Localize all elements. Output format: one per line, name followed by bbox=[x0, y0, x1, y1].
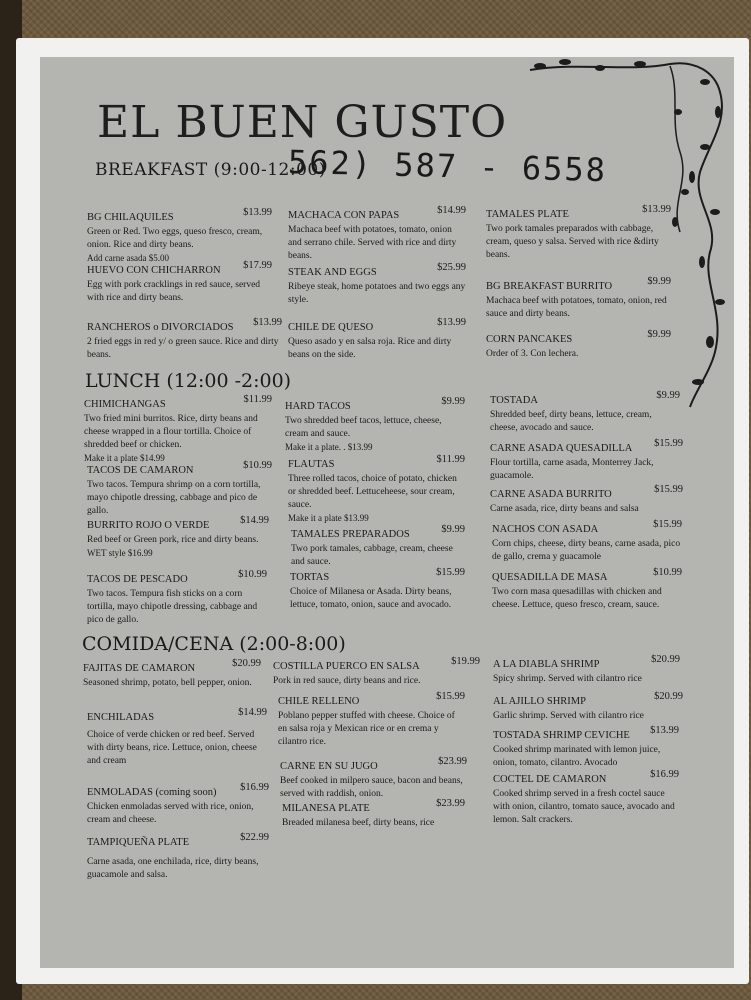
item-name: COCTEL DE CAMARON bbox=[493, 774, 607, 785]
item-price: $15.99 bbox=[654, 484, 683, 495]
item-name: TORTAS bbox=[290, 572, 330, 583]
menu-item bbox=[87, 317, 282, 362]
menu-page bbox=[40, 57, 734, 968]
item-price: $9.99 bbox=[656, 390, 680, 401]
item-desc: Egg with pork cracklings in red sauce, served with rice and dirty beans. bbox=[87, 280, 261, 303]
menu-item bbox=[490, 484, 683, 516]
item-name: COSTILLA PUERCO EN SALSA bbox=[273, 661, 420, 672]
item-name: BURRITO ROJO O VERDE bbox=[87, 520, 210, 531]
item-desc: Order of 3. Con lechera. bbox=[486, 349, 579, 359]
item-name: ENCHILADAS bbox=[87, 712, 155, 723]
menu-item bbox=[492, 519, 682, 564]
item-price: $10.99 bbox=[243, 460, 272, 471]
menu-item bbox=[490, 438, 683, 483]
item-desc: Two pork tamales, cabbage, cream, cheese and sauce. bbox=[291, 544, 453, 567]
item-extra: Make it a plate $14.99 bbox=[84, 453, 165, 463]
item-price: $14.99 bbox=[238, 707, 267, 718]
menu-item bbox=[87, 569, 267, 627]
item-price: $20.99 bbox=[232, 658, 261, 669]
item-name: FAJITAS DE CAMARON bbox=[83, 663, 196, 674]
item-desc: Poblano pepper stuffed with cheese. Choice of en salsa roja y Mexican rice or en crema y cilantro rice. bbox=[278, 711, 455, 747]
item-name: MACHACA CON PAPAS bbox=[288, 210, 400, 221]
item-name: CARNE EN SU JUGO bbox=[280, 761, 378, 772]
menu-item bbox=[282, 798, 465, 830]
item-price: $19.99 bbox=[451, 656, 480, 667]
menu-item bbox=[493, 654, 680, 686]
item-desc: Two shredded beef tacos, lettuce, cheese, cream and sauce. bbox=[285, 416, 442, 439]
menu-item bbox=[87, 707, 267, 768]
item-price: $16.99 bbox=[240, 782, 269, 793]
menu-item bbox=[290, 567, 465, 612]
item-price: $13.99 bbox=[437, 317, 466, 328]
menu-item bbox=[493, 725, 679, 770]
item-name: TAMALES PREPARADOS bbox=[291, 529, 410, 540]
menu-item bbox=[87, 460, 272, 518]
item-name: QUESADILLA DE MASA bbox=[492, 572, 608, 583]
item-price: $11.99 bbox=[243, 394, 272, 405]
item-desc: Chicken enmoladas served with rice, onion, cream and cheese. bbox=[87, 802, 254, 825]
dinner-header: COMIDA/CENA (2:00-8:00) bbox=[82, 633, 346, 655]
item-desc: Three rolled tacos, choice of potato, chicken or shredded beef. Lettuceheese, sour cream, sauce. bbox=[288, 474, 457, 510]
item-price: $22.99 bbox=[240, 832, 269, 843]
item-name: NACHOS CON ASADA bbox=[492, 524, 599, 535]
item-desc: Two corn masa quesadillas with chicken and cheese. Lettuce, queso fresco, cream, sauce. bbox=[492, 587, 662, 610]
item-price: $15.99 bbox=[436, 691, 465, 702]
menu-item bbox=[288, 454, 465, 525]
item-name: AL AJILLO SHRIMP bbox=[493, 696, 586, 707]
item-desc: Red beef or Green pork, rice and dirty beans. bbox=[87, 535, 259, 545]
item-desc: Carne asada, one enchilada, rice, dirty beans, guacamole and salsa. bbox=[87, 857, 259, 880]
item-name: TOSTADA SHRIMP CEVICHE bbox=[493, 730, 630, 741]
item-price: $17.99 bbox=[243, 260, 272, 271]
item-desc: Cooked shrimp served in a fresh coctel sauce with onion, cilantro, tomato sauce, avocado and lemon. Salt crackers. bbox=[493, 789, 675, 825]
item-name: TACOS DE CAMARON bbox=[87, 465, 194, 476]
menu-item bbox=[291, 524, 465, 569]
menu-item bbox=[492, 567, 682, 612]
item-price: $20.99 bbox=[651, 654, 680, 665]
restaurant-name: EL BUEN GUSTO bbox=[97, 97, 508, 148]
item-desc: Carne asada, rice, dirty beans and salsa bbox=[490, 504, 639, 514]
item-price: $13.99 bbox=[253, 317, 282, 328]
item-desc: Two tacos. Tempura fish sticks on a corn tortilla, mayo chipotle dressing, cabbage and pico de gallo. bbox=[87, 589, 258, 625]
menu-item bbox=[288, 317, 466, 362]
menu-item bbox=[486, 204, 671, 262]
item-price: $9.99 bbox=[441, 524, 465, 535]
menu-item bbox=[273, 656, 480, 688]
item-price: $25.99 bbox=[437, 262, 466, 273]
item-extra: Make it a plate $13.99 bbox=[288, 513, 369, 523]
item-desc: Cooked shrimp marinated with lemon juice, onion, tomato, cilantro. Avocado bbox=[493, 745, 661, 768]
item-desc: Two tacos. Tempura shrimp on a corn tortilla, mayo chipotle dressing, cabbage and pico de gallo. bbox=[87, 480, 261, 516]
item-price: $15.99 bbox=[654, 438, 683, 449]
item-desc: Pork in red sauce, dirty beans and rice. bbox=[273, 676, 421, 686]
item-desc: Seasoned shrimp, potato, bell pepper, onion. bbox=[83, 678, 252, 688]
menu-item bbox=[278, 691, 465, 749]
item-desc: Two pork tamales preparados with cabbage, cream, queso y salsa. Served with rice &dirty beans. bbox=[486, 224, 659, 260]
menu-item bbox=[83, 658, 261, 690]
item-name: TAMPIQUEÑA PLATE bbox=[87, 837, 190, 848]
item-price: $23.99 bbox=[438, 756, 467, 767]
item-price: $9.99 bbox=[647, 276, 671, 287]
menu-item bbox=[280, 756, 467, 801]
item-extra: WET style $16.99 bbox=[87, 548, 153, 558]
lunch-header: LUNCH (12:00 -2:00) bbox=[85, 370, 292, 392]
item-extra: Add carne asada $5.00 bbox=[87, 253, 169, 263]
item-price: $10.99 bbox=[653, 567, 682, 578]
item-price: $9.99 bbox=[647, 329, 671, 340]
menu-item bbox=[288, 205, 466, 263]
item-desc: Garlic shrimp. Served with cilantro rice bbox=[493, 711, 644, 721]
item-desc: Machaca beef with potatoes, tomato, onion, red sauce and dirty beans. bbox=[486, 296, 667, 319]
item-desc: Machaca beef with potatoes, tomato, onion and serrano chile. Served with rice and dirty beans. bbox=[288, 225, 457, 261]
item-name: CHILE RELLENO bbox=[278, 696, 360, 707]
item-desc: Spicy shrimp. Served with cilantro rice bbox=[493, 674, 642, 684]
item-desc: Flour tortilla, carne asada, Monterrey Jack, guacamole. bbox=[490, 458, 654, 481]
item-name: TACOS DE PESCADO bbox=[87, 574, 188, 585]
handwritten-phone: 562) 587 - 6558 bbox=[287, 142, 608, 190]
item-name: A LA DIABLA SHRIMP bbox=[493, 659, 600, 670]
item-name: BG BREAKFAST BURRITO bbox=[486, 281, 613, 292]
item-name: TAMALES PLATE bbox=[486, 209, 569, 220]
menu-item bbox=[493, 769, 679, 827]
item-name: CORN PANCAKES bbox=[486, 334, 573, 345]
item-name: BG CHILAQUILES bbox=[87, 212, 174, 223]
item-name: TOSTADA bbox=[490, 395, 538, 406]
item-desc: Green or Red. Two eggs, queso fresco, cream, onion. Rice and dirty beans. bbox=[87, 227, 263, 250]
menu-item bbox=[493, 691, 683, 723]
item-desc: Corn chips, cheese, dirty beans, carne asada, pico de gallo, crema y guacamole bbox=[492, 539, 681, 562]
menu-item bbox=[87, 515, 269, 560]
menu-item bbox=[87, 207, 272, 265]
item-desc: Beef cooked in milpero sauce, bacon and beans, served with raddish, onion. bbox=[280, 776, 463, 799]
item-price: $13.99 bbox=[243, 207, 272, 218]
item-name: CARNE ASADA QUESADILLA bbox=[490, 443, 633, 454]
item-price: $10.99 bbox=[238, 569, 267, 580]
item-desc: Shredded beef, dirty beans, lettuce, cream, cheese, avocado and sauce. bbox=[490, 410, 652, 433]
item-name: HARD TACOS bbox=[285, 401, 351, 412]
item-desc: Ribeye steak, home potatoes and two eggs any style. bbox=[288, 282, 466, 305]
menu-item bbox=[84, 394, 272, 465]
menu-item bbox=[87, 260, 272, 305]
item-desc: Choice of verde chicken or red beef. Served with dirty beans, rice. Lettuce, onion, cheese and cream bbox=[87, 730, 257, 766]
menu-item bbox=[87, 832, 269, 882]
item-extra: Make it a plate. . $13.99 bbox=[285, 442, 373, 452]
item-desc: Breaded milanesa beef, dirty beans, rice bbox=[282, 818, 435, 828]
item-name: CHIMICHANGAS bbox=[84, 399, 166, 410]
item-price: $15.99 bbox=[653, 519, 682, 530]
item-price: $14.99 bbox=[240, 515, 269, 526]
menu-item bbox=[87, 782, 269, 827]
item-name: ENMOLADAS (coming soon) bbox=[87, 787, 217, 798]
item-price: $20.99 bbox=[654, 691, 683, 702]
item-desc: 2 fried eggs in red y/ o green sauce. Rice and dirty beans. bbox=[87, 337, 279, 360]
item-desc: Choice of Milanesa or Asada. Dirty beans, lettuce, tomato, onion, sauce and avocado. bbox=[290, 587, 452, 610]
item-price: $15.99 bbox=[436, 567, 465, 578]
item-price: $9.99 bbox=[441, 396, 465, 407]
item-price: $13.99 bbox=[642, 204, 671, 215]
item-desc: Queso asado y en salsa roja. Rice and dirty beans on the side. bbox=[288, 337, 452, 360]
item-price: $23.99 bbox=[436, 798, 465, 809]
item-name: HUEVO CON CHICHARRON bbox=[87, 265, 221, 276]
item-price: $11.99 bbox=[436, 454, 465, 465]
item-name: CHILE DE QUESO bbox=[288, 322, 374, 333]
item-name: RANCHEROS o DIVORCIADOS bbox=[87, 322, 234, 333]
item-price: $13.99 bbox=[650, 725, 679, 736]
menu-item bbox=[288, 262, 466, 307]
item-name: MILANESA PLATE bbox=[282, 803, 370, 814]
menu-item bbox=[486, 276, 671, 321]
item-name: FLAUTAS bbox=[288, 459, 335, 470]
item-name: STEAK AND EGGS bbox=[288, 267, 377, 278]
breakfast-header: BREAKFAST (9:00-12:00) bbox=[95, 160, 326, 180]
menu-item bbox=[486, 329, 671, 361]
item-price: $14.99 bbox=[437, 205, 466, 216]
menu-item bbox=[285, 396, 465, 454]
menu-item bbox=[490, 390, 680, 435]
item-desc: Two fried mini burritos. Rice, dirty beans and cheese wrapped in a flour tortilla. Choice of shredded beef or chicken. bbox=[84, 414, 258, 450]
item-price: $16.99 bbox=[650, 769, 679, 780]
item-name: CARNE ASADA BURRITO bbox=[490, 489, 612, 500]
